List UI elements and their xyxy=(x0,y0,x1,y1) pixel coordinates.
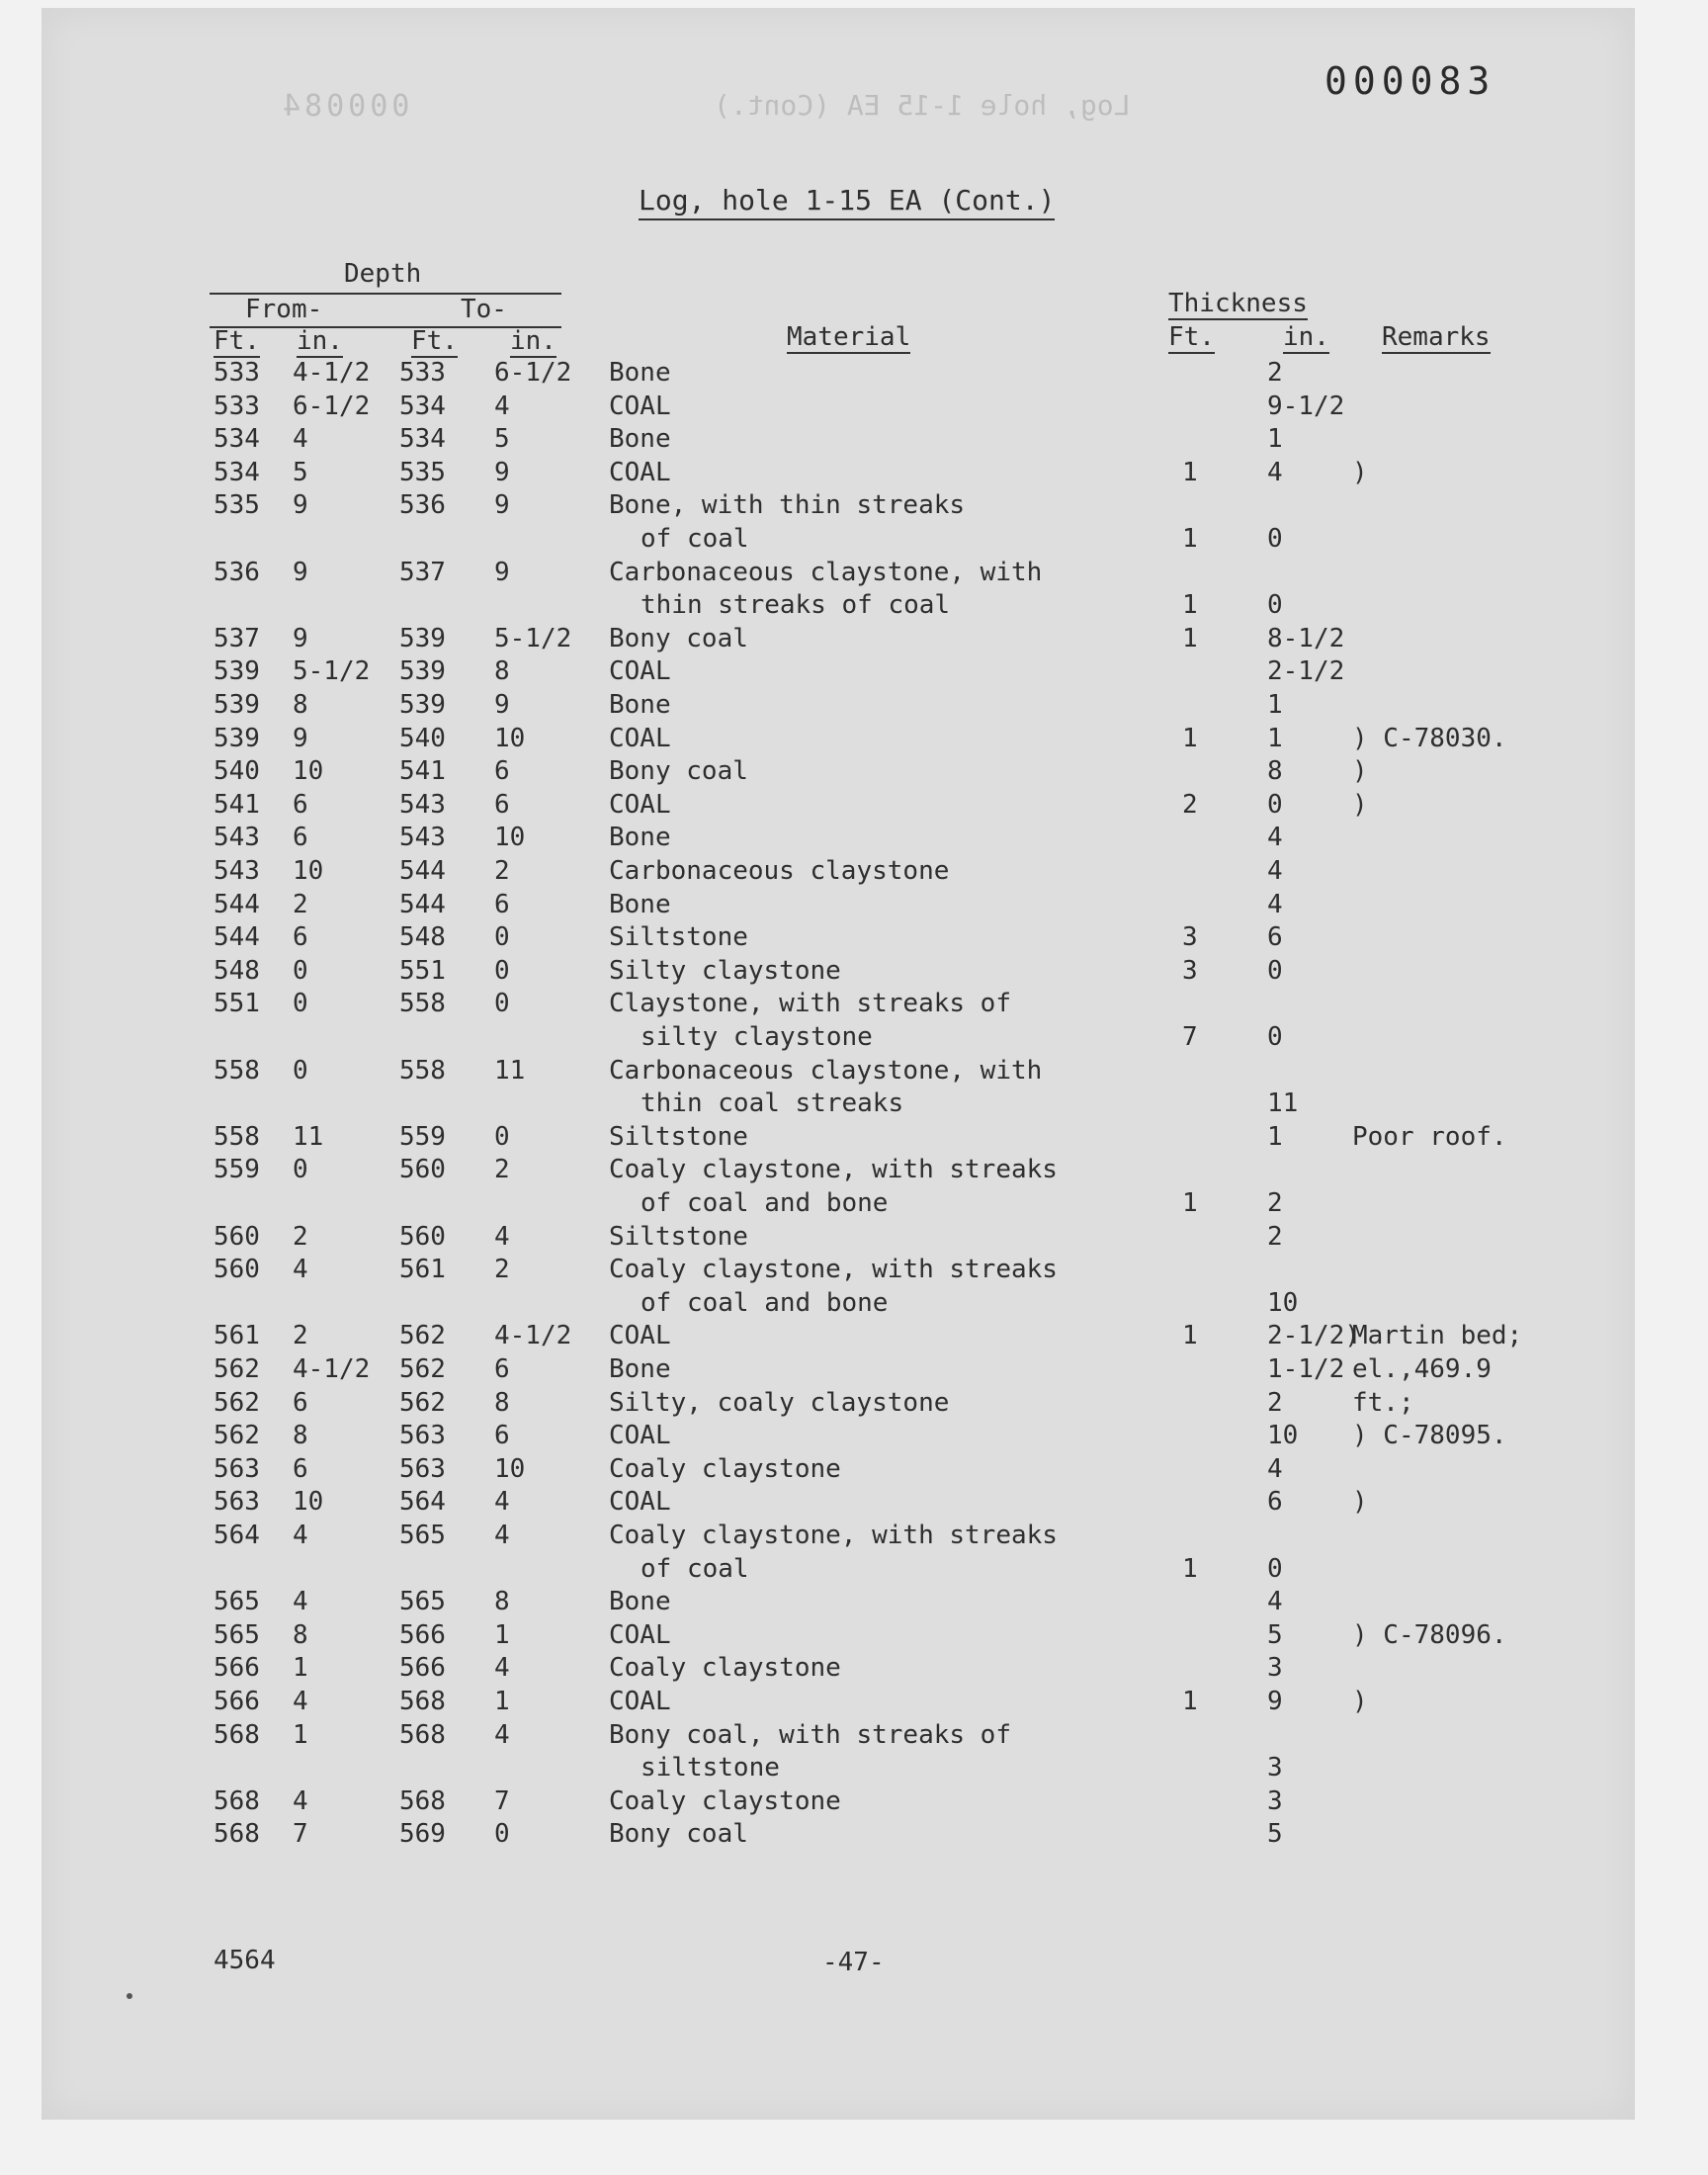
to-in-cell: 2 xyxy=(494,856,510,886)
from-in-cell: 0 xyxy=(293,955,308,986)
remarks-cell: ) xyxy=(1352,789,1368,820)
to-in-cell: 6 xyxy=(494,1354,510,1384)
thickness-in-cell: 0 xyxy=(1267,524,1283,554)
from-in-cell: 2 xyxy=(293,889,308,919)
thickness-in-cell: 6 xyxy=(1267,1487,1283,1518)
to-in-cell: 9 xyxy=(494,557,510,587)
material-cell: Coaly claystone xyxy=(609,1453,841,1484)
to-in-cell: 8 xyxy=(494,1387,510,1418)
thickness-ft-cell: 1 xyxy=(1182,590,1198,621)
thickness-in-cell: 8 xyxy=(1267,756,1283,787)
thickness-ft-cell: 1 xyxy=(1182,457,1198,487)
to-ft-cell: 566 xyxy=(399,1653,446,1684)
thickness-in-cell: 3 xyxy=(1267,1785,1283,1816)
to-in-cell: 5-1/2 xyxy=(494,623,572,653)
material-cell: Siltstone xyxy=(609,922,748,953)
to-ft-cell: 562 xyxy=(399,1387,446,1418)
material-cell: COAL xyxy=(609,1619,671,1650)
remarks-cell: ) C-78096. xyxy=(1352,1619,1507,1650)
material-cell: COAL xyxy=(609,1421,671,1451)
to-ft-cell: 536 xyxy=(399,490,446,521)
from-ft-cell: 558 xyxy=(214,1055,260,1086)
to-in-cell: 0 xyxy=(494,955,510,986)
material-cell: Siltstone xyxy=(609,1221,748,1252)
from-ft-cell: 543 xyxy=(214,856,260,886)
to-in-cell: 4 xyxy=(494,1487,510,1518)
material-cell: Claystone, with streaks of xyxy=(609,989,1011,1019)
from-ft-cell: 568 xyxy=(214,1785,260,1816)
thickness-in-cell: 2 xyxy=(1267,1221,1283,1252)
material-cell: Bone, with thin streaks xyxy=(609,490,966,521)
to-in-cell: 5 xyxy=(494,424,510,455)
material-cell: Bone xyxy=(609,889,671,919)
material-cell: Bone xyxy=(609,1587,671,1617)
material-continuation-cell: of coal xyxy=(640,524,749,554)
from-in-cell: 6 xyxy=(293,823,308,853)
from-in-header: in. xyxy=(297,326,343,356)
bleed-through-number: 000084 xyxy=(279,89,410,124)
from-ft-cell: 534 xyxy=(214,457,260,487)
page-title: Log, hole 1-15 EA (Cont.) xyxy=(639,184,1055,220)
material-cell: Carbonaceous claystone xyxy=(609,856,950,886)
thickness-in-cell: 1 xyxy=(1267,424,1283,455)
thickness-in-cell: 8-1/2 xyxy=(1267,623,1345,653)
from-ft-cell: 562 xyxy=(214,1354,260,1384)
material-cell: COAL xyxy=(609,391,671,421)
material-cell: COAL xyxy=(609,1687,671,1716)
to-in-cell: 6-1/2 xyxy=(494,358,572,388)
from-in-cell: 2 xyxy=(293,1321,308,1351)
thickness-in-cell: 2-1/2) xyxy=(1267,1321,1360,1351)
from-ft-cell: 564 xyxy=(214,1521,260,1550)
thickness-ft-cell: 2 xyxy=(1182,789,1198,820)
material-continuation-cell: siltstone xyxy=(640,1753,780,1784)
from-in-cell: 4 xyxy=(293,1255,308,1285)
from-in-cell: 8 xyxy=(293,1619,308,1650)
from-ft-cell: 562 xyxy=(214,1387,260,1418)
from-in-cell: 10 xyxy=(293,1487,324,1518)
thickness-in-cell: 1 xyxy=(1267,1121,1283,1152)
thickness-in-cell: 2 xyxy=(1267,358,1283,388)
thickness-ft-cell: 1 xyxy=(1182,1687,1198,1716)
remarks-header: Remarks xyxy=(1382,322,1491,352)
from-in-cell: 10 xyxy=(293,756,324,787)
from-ft-cell: 568 xyxy=(214,1719,260,1750)
from-in-cell: 5 xyxy=(293,457,308,487)
to-ft-cell: 562 xyxy=(399,1354,446,1384)
material-cell: Coaly claystone, with streaks xyxy=(609,1155,1058,1185)
to-in-cell: 4 xyxy=(494,1719,510,1750)
thickness-ft-cell: 1 xyxy=(1182,723,1198,753)
from-ft-cell: 541 xyxy=(214,789,260,820)
to-ft-cell: 565 xyxy=(399,1587,446,1617)
from-in-cell: 11 xyxy=(293,1121,324,1152)
thickness-ft-cell: 7 xyxy=(1182,1022,1198,1052)
thickness-in-cell: 2 xyxy=(1267,1387,1283,1418)
from-ft-cell: 560 xyxy=(214,1255,260,1285)
to-in-cell: 9 xyxy=(494,490,510,521)
to-ft-cell: 558 xyxy=(399,989,446,1019)
thickness-ft-cell: 1 xyxy=(1182,1321,1198,1351)
material-cell: Bony coal xyxy=(609,623,748,653)
to-ft-cell: 544 xyxy=(399,889,446,919)
material-cell: Coaly claystone xyxy=(609,1653,841,1684)
thickness-in-cell: 4 xyxy=(1267,889,1283,919)
from-in-cell: 6-1/2 xyxy=(293,391,371,421)
from-ft-cell: 563 xyxy=(214,1487,260,1518)
footer-left-number: 4564 xyxy=(214,1946,276,1975)
to-in-cell: 6 xyxy=(494,789,510,820)
to-in-cell: 6 xyxy=(494,1421,510,1451)
material-cell: Coaly claystone, with streaks xyxy=(609,1255,1058,1285)
to-ft-cell: 539 xyxy=(399,690,446,720)
thickness-in-cell: 4 xyxy=(1267,856,1283,886)
material-continuation-cell: thin coal streaks xyxy=(640,1088,904,1119)
from-in-cell: 9 xyxy=(293,557,308,587)
from-in-cell: 6 xyxy=(293,1387,308,1418)
to-in-cell: 4-1/2 xyxy=(494,1321,572,1351)
from-in-cell: 1 xyxy=(293,1719,308,1750)
to-in-cell: 6 xyxy=(494,889,510,919)
from-ft-cell: 565 xyxy=(214,1587,260,1617)
to-ft-cell: 541 xyxy=(399,756,446,787)
thickness-in-cell: 0 xyxy=(1267,789,1283,820)
thickness-ft-cell: 3 xyxy=(1182,922,1198,953)
from-ft-cell: 566 xyxy=(214,1687,260,1716)
thickness-in-cell: 1-1/2 xyxy=(1267,1354,1345,1384)
to-in-cell: 4 xyxy=(494,1653,510,1684)
thickness-ft-cell: 1 xyxy=(1182,623,1198,653)
to-ft-cell: 561 xyxy=(399,1255,446,1285)
to-ft-cell: 562 xyxy=(399,1321,446,1351)
from-in-cell: 6 xyxy=(293,789,308,820)
thickness-ft-cell: 1 xyxy=(1182,1188,1198,1218)
to-ft-cell: 537 xyxy=(399,557,446,587)
thickness-in-cell: 3 xyxy=(1267,1753,1283,1784)
material-cell: Bone xyxy=(609,358,671,388)
to-ft-cell: 548 xyxy=(399,922,446,953)
to-ft-cell: 568 xyxy=(399,1719,446,1750)
thickness-in-cell: 9 xyxy=(1267,1687,1283,1716)
fromto-rule xyxy=(210,326,561,328)
from-ft-cell: 534 xyxy=(214,424,260,455)
to-in-header: in. xyxy=(510,326,556,356)
material-cell: Bony coal, with streaks of xyxy=(609,1719,1011,1750)
material-cell: COAL xyxy=(609,789,671,820)
thickness-in-cell: 1 xyxy=(1267,690,1283,720)
from-ft-header: Ft. xyxy=(214,326,260,356)
remarks-cell: ) xyxy=(1352,1487,1368,1518)
to-in-cell: 10 xyxy=(494,1453,526,1484)
thickness-in-cell: 1 xyxy=(1267,723,1283,753)
from-in-cell: 9 xyxy=(293,490,308,521)
to-in-cell: 0 xyxy=(494,1121,510,1152)
to-ft-cell: 569 xyxy=(399,1819,446,1850)
from-ft-cell: 548 xyxy=(214,955,260,986)
remarks-cell: ) C-78095. xyxy=(1352,1421,1507,1451)
to-in-cell: 1 xyxy=(494,1619,510,1650)
from-in-cell: 0 xyxy=(293,989,308,1019)
to-in-cell: 10 xyxy=(494,823,526,853)
from-in-cell: 4-1/2 xyxy=(293,358,371,388)
remarks-cell: ) xyxy=(1352,756,1368,787)
remarks-cell: ) xyxy=(1352,1687,1368,1716)
material-cell: Bony coal xyxy=(609,756,748,787)
from-ft-cell: 562 xyxy=(214,1421,260,1451)
remarks-cell: el.,469.9 xyxy=(1352,1354,1492,1384)
from-in-cell: 4 xyxy=(293,424,308,455)
from-in-cell: 0 xyxy=(293,1155,308,1185)
remarks-cell: ) C-78030. xyxy=(1352,723,1507,753)
from-ft-cell: 561 xyxy=(214,1321,260,1351)
material-continuation-cell: thin streaks of coal xyxy=(640,590,951,621)
thickness-in-cell: 11 xyxy=(1267,1088,1299,1119)
to-ft-cell: 539 xyxy=(399,656,446,687)
to-ft-cell: 543 xyxy=(399,823,446,853)
to-ft-cell: 540 xyxy=(399,723,446,753)
material-cell: Bone xyxy=(609,1354,671,1384)
thickness-in-cell: 0 xyxy=(1267,955,1283,986)
bleed-through-title: Log, hole 1-15 EA (Cont.) xyxy=(714,89,1131,122)
from-in-cell: 6 xyxy=(293,922,308,953)
from-ft-cell: 537 xyxy=(214,623,260,653)
to-ft-cell: 535 xyxy=(399,457,446,487)
thickness-in-cell: 2-1/2 xyxy=(1267,656,1345,687)
page-number: -47- xyxy=(822,1948,885,1977)
from-in-cell: 5-1/2 xyxy=(293,656,371,687)
material-cell: Bone xyxy=(609,823,671,853)
speck xyxy=(127,1993,132,1999)
thickness-in-cell: 0 xyxy=(1267,1553,1283,1584)
material-cell: COAL xyxy=(609,656,671,687)
to-in-cell: 6 xyxy=(494,756,510,787)
material-cell: Silty, coaly claystone xyxy=(609,1387,950,1418)
material-cell: COAL xyxy=(609,1321,671,1351)
to-ft-cell: 566 xyxy=(399,1619,446,1650)
from-in-cell: 7 xyxy=(293,1819,308,1850)
from-in-cell: 4 xyxy=(293,1687,308,1716)
thickness-in-cell: 4 xyxy=(1267,1587,1283,1617)
to-in-cell: 0 xyxy=(494,922,510,953)
to-in-cell: 8 xyxy=(494,1587,510,1617)
remarks-cell: ft.; xyxy=(1352,1387,1414,1418)
thickness-ft-cell: 1 xyxy=(1182,524,1198,554)
from-ft-cell: 568 xyxy=(214,1819,260,1850)
from-ft-cell: 565 xyxy=(214,1619,260,1650)
from-ft-cell: 560 xyxy=(214,1221,260,1252)
material-cell: Carbonaceous claystone, with xyxy=(609,557,1043,587)
thickness-in-cell: 0 xyxy=(1267,1022,1283,1052)
depth-header: Depth xyxy=(344,259,422,289)
from-ft-cell: 539 xyxy=(214,656,260,687)
to-in-cell: 1 xyxy=(494,1687,510,1716)
material-cell: Carbonaceous claystone, with xyxy=(609,1055,1043,1086)
to-ft-cell: 533 xyxy=(399,358,446,388)
material-continuation-cell: of coal and bone xyxy=(640,1188,889,1218)
material-cell: Bone xyxy=(609,690,671,720)
to-in-cell: 7 xyxy=(494,1785,510,1816)
to-ft-cell: 563 xyxy=(399,1453,446,1484)
thickness-in-cell: 9-1/2 xyxy=(1267,391,1345,421)
thickness-ft-header: Ft. xyxy=(1168,322,1215,352)
from-in-cell: 4-1/2 xyxy=(293,1354,371,1384)
from-ft-cell: 539 xyxy=(214,723,260,753)
material-cell: Coaly claystone, with streaks xyxy=(609,1521,1058,1550)
from-in-cell: 4 xyxy=(293,1587,308,1617)
from-in-cell: 2 xyxy=(293,1221,308,1252)
material-cell: Bone xyxy=(609,424,671,455)
thickness-in-cell: 4 xyxy=(1267,457,1283,487)
material-continuation-cell: silty claystone xyxy=(640,1022,873,1052)
to-ft-cell: 558 xyxy=(399,1055,446,1086)
from-ft-cell: 535 xyxy=(214,490,260,521)
to-ft-cell: 551 xyxy=(399,955,446,986)
to-in-cell: 2 xyxy=(494,1155,510,1185)
remarks-cell: Poor roof. xyxy=(1352,1121,1507,1152)
to-ft-cell: 568 xyxy=(399,1687,446,1716)
to-in-cell: 0 xyxy=(494,1819,510,1850)
from-in-cell: 4 xyxy=(293,1785,308,1816)
material-cell: COAL xyxy=(609,457,671,487)
to-ft-cell: 565 xyxy=(399,1521,446,1550)
to-ft-cell: 568 xyxy=(399,1785,446,1816)
to-in-cell: 10 xyxy=(494,723,526,753)
material-cell: Bony coal xyxy=(609,1819,748,1850)
thickness-in-cell: 10 xyxy=(1267,1287,1299,1318)
thickness-in-cell: 5 xyxy=(1267,1819,1283,1850)
from-ft-cell: 544 xyxy=(214,922,260,953)
to-ft-cell: 563 xyxy=(399,1421,446,1451)
thickness-in-header: in. xyxy=(1283,322,1329,352)
from-ft-cell: 559 xyxy=(214,1155,260,1185)
to-in-cell: 11 xyxy=(494,1055,526,1086)
from-ft-cell: 536 xyxy=(214,557,260,587)
material-cell: COAL xyxy=(609,723,671,753)
to-in-cell: 8 xyxy=(494,656,510,687)
from-in-cell: 10 xyxy=(293,856,324,886)
material-continuation-cell: of coal and bone xyxy=(640,1287,889,1318)
thickness-in-cell: 2 xyxy=(1267,1188,1283,1218)
to-ft-cell: 560 xyxy=(399,1221,446,1252)
from-in-cell: 9 xyxy=(293,723,308,753)
to-in-cell: 9 xyxy=(494,457,510,487)
from-in-cell: 0 xyxy=(293,1055,308,1086)
from-ft-cell: 533 xyxy=(214,391,260,421)
material-cell: Siltstone xyxy=(609,1121,748,1152)
material-cell: Silty claystone xyxy=(609,955,841,986)
material-header: Material xyxy=(787,322,911,352)
remarks-cell: Martin bed; xyxy=(1352,1321,1523,1351)
from-ft-cell: 539 xyxy=(214,690,260,720)
to-ft-cell: 534 xyxy=(399,391,446,421)
to-in-cell: 4 xyxy=(494,1221,510,1252)
from-ft-cell: 533 xyxy=(214,358,260,388)
from-ft-cell: 544 xyxy=(214,889,260,919)
to-in-cell: 4 xyxy=(494,1521,510,1550)
thickness-in-cell: 10 xyxy=(1267,1421,1299,1451)
thickness-header: Thickness xyxy=(1168,289,1308,318)
to-in-cell: 0 xyxy=(494,989,510,1019)
material-cell: COAL xyxy=(609,1487,671,1518)
from-in-cell: 9 xyxy=(293,623,308,653)
to-header: To- xyxy=(461,295,507,324)
remarks-cell: ) xyxy=(1352,457,1368,487)
thickness-in-cell: 3 xyxy=(1267,1653,1283,1684)
from-header: From- xyxy=(245,295,323,324)
from-ft-cell: 543 xyxy=(214,823,260,853)
from-ft-cell: 566 xyxy=(214,1653,260,1684)
thickness-in-cell: 6 xyxy=(1267,922,1283,953)
from-ft-cell: 540 xyxy=(214,756,260,787)
to-ft-cell: 543 xyxy=(399,789,446,820)
material-continuation-cell: of coal xyxy=(640,1553,749,1584)
thickness-in-cell: 0 xyxy=(1267,590,1283,621)
from-in-cell: 8 xyxy=(293,690,308,720)
thickness-ft-cell: 3 xyxy=(1182,955,1198,986)
document-number: 000083 xyxy=(1324,59,1496,103)
to-ft-cell: 539 xyxy=(399,623,446,653)
to-in-cell: 9 xyxy=(494,690,510,720)
to-ft-header: Ft. xyxy=(411,326,458,356)
from-in-cell: 8 xyxy=(293,1421,308,1451)
to-ft-cell: 560 xyxy=(399,1155,446,1185)
from-ft-cell: 551 xyxy=(214,989,260,1019)
to-ft-cell: 564 xyxy=(399,1487,446,1518)
thickness-ft-cell: 1 xyxy=(1182,1553,1198,1584)
from-ft-cell: 563 xyxy=(214,1453,260,1484)
from-in-cell: 6 xyxy=(293,1453,308,1484)
from-ft-cell: 558 xyxy=(214,1121,260,1152)
from-in-cell: 1 xyxy=(293,1653,308,1684)
to-ft-cell: 534 xyxy=(399,424,446,455)
from-in-cell: 4 xyxy=(293,1521,308,1550)
to-ft-cell: 544 xyxy=(399,856,446,886)
thickness-in-cell: 4 xyxy=(1267,1453,1283,1484)
material-cell: Coaly claystone xyxy=(609,1785,841,1816)
to-in-cell: 2 xyxy=(494,1255,510,1285)
to-ft-cell: 559 xyxy=(399,1121,446,1152)
to-in-cell: 4 xyxy=(494,391,510,421)
thickness-in-cell: 5 xyxy=(1267,1619,1283,1650)
thickness-in-cell: 4 xyxy=(1267,823,1283,853)
